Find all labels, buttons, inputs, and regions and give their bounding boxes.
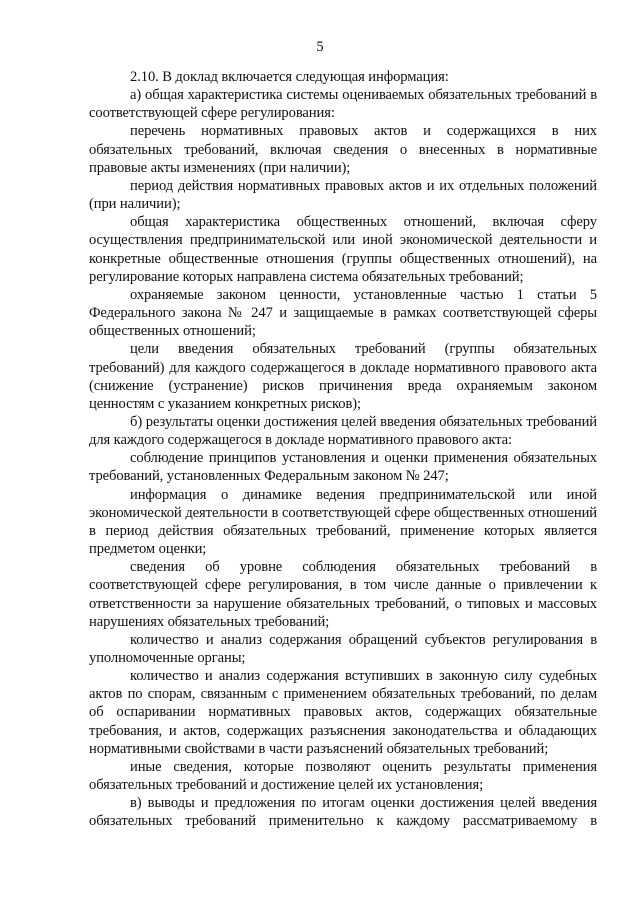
paragraph-other-info: иные сведения, которые позволяют оценить результаты применения обязательных требований и достижение целей их установления;: [89, 758, 597, 794]
paragraph-appeals: количество и анализ содержания обращений субъектов регулирования в уполномоченные органы;: [89, 631, 597, 666]
paragraph-principles: соблюдение принципов установления и оценки применения обязательных требований, установленных Федеральным законом № 247;: [89, 450, 597, 485]
paragraph-a: а) общая характеристика системы оцениваемых обязательных требований в соответствующей сфере регулирования:: [89, 87, 597, 122]
paragraph-goals: цели введения обязательных требований (группы обязательных требований) для каждого содержащегося в докладе нормативного правового акта (снижение (устранение) рисков причинения вреда охраняемым законом ценностям с указанием конкретных рисков);: [89, 341, 597, 412]
paragraph-dynamics: информация о динамике ведения предпринимательской или иной экономической деятельности в соответствующей сфере общественных отношений в период действия обязательных требований, применение которых является предметом оценки;: [89, 486, 597, 558]
paragraph-validity-period: период действия нормативных правовых актов и их отдельных положений (при наличии);: [89, 177, 597, 213]
page-number: 5: [316, 39, 324, 55]
paragraph-public-relations: общая характеристика общественных отношений, включая сферу осуществления предпринимательской или иной экономической деятельности и конкретные общественные отношения (группы общественных отношений), на регулирование которых направлена система обязательных требований;: [89, 214, 597, 285]
paragraph-legal-acts-list: перечень нормативных правовых актов и содержащихся в них обязательных требований, включая сведения о внесенных в нормативные правовые акты изменениях (при наличии);: [89, 123, 597, 176]
paragraph-compliance-level: сведения об уровне соблюдения обязательных требований в соответствующей сфере регулирования, в том числе данные о привлечении к ответственности за нарушение обязательных требований, о типовых и массовых нарушениях обязательных требований;: [89, 559, 597, 630]
paragraph-v: в) выводы и предложения по итогам оценки достижения целей введения обязательных требований применительно к каждому рассматриваемому в: [89, 795, 597, 830]
document-body: [89, 68, 597, 831]
paragraph-protected-values: охраняемые законом ценности, установленные частью 1 статьи 5 Федерального закона № 247 и защищаемые в рамках соответствующей сферы общественных отношений;: [89, 286, 597, 340]
paragraph-2-10: 2.10. В доклад включается следующая информация:: [130, 69, 449, 85]
paragraph-court-acts: количество и анализ содержания вступивших в законную силу судебных актов по спорам, связанным с применением обязательных требований, по делам об оспаривании нормативных правовых актов, содержащих обязательные требования, и актов, содержащих разъяснения законодательства и обладающих нормативными свойствами в части разъяснений обязательных требований;: [89, 668, 597, 757]
paragraph-b: б) результаты оценки достижения целей введения обязательных требований для каждого содержащегося в докладе нормативного правового акта:: [89, 413, 597, 449]
